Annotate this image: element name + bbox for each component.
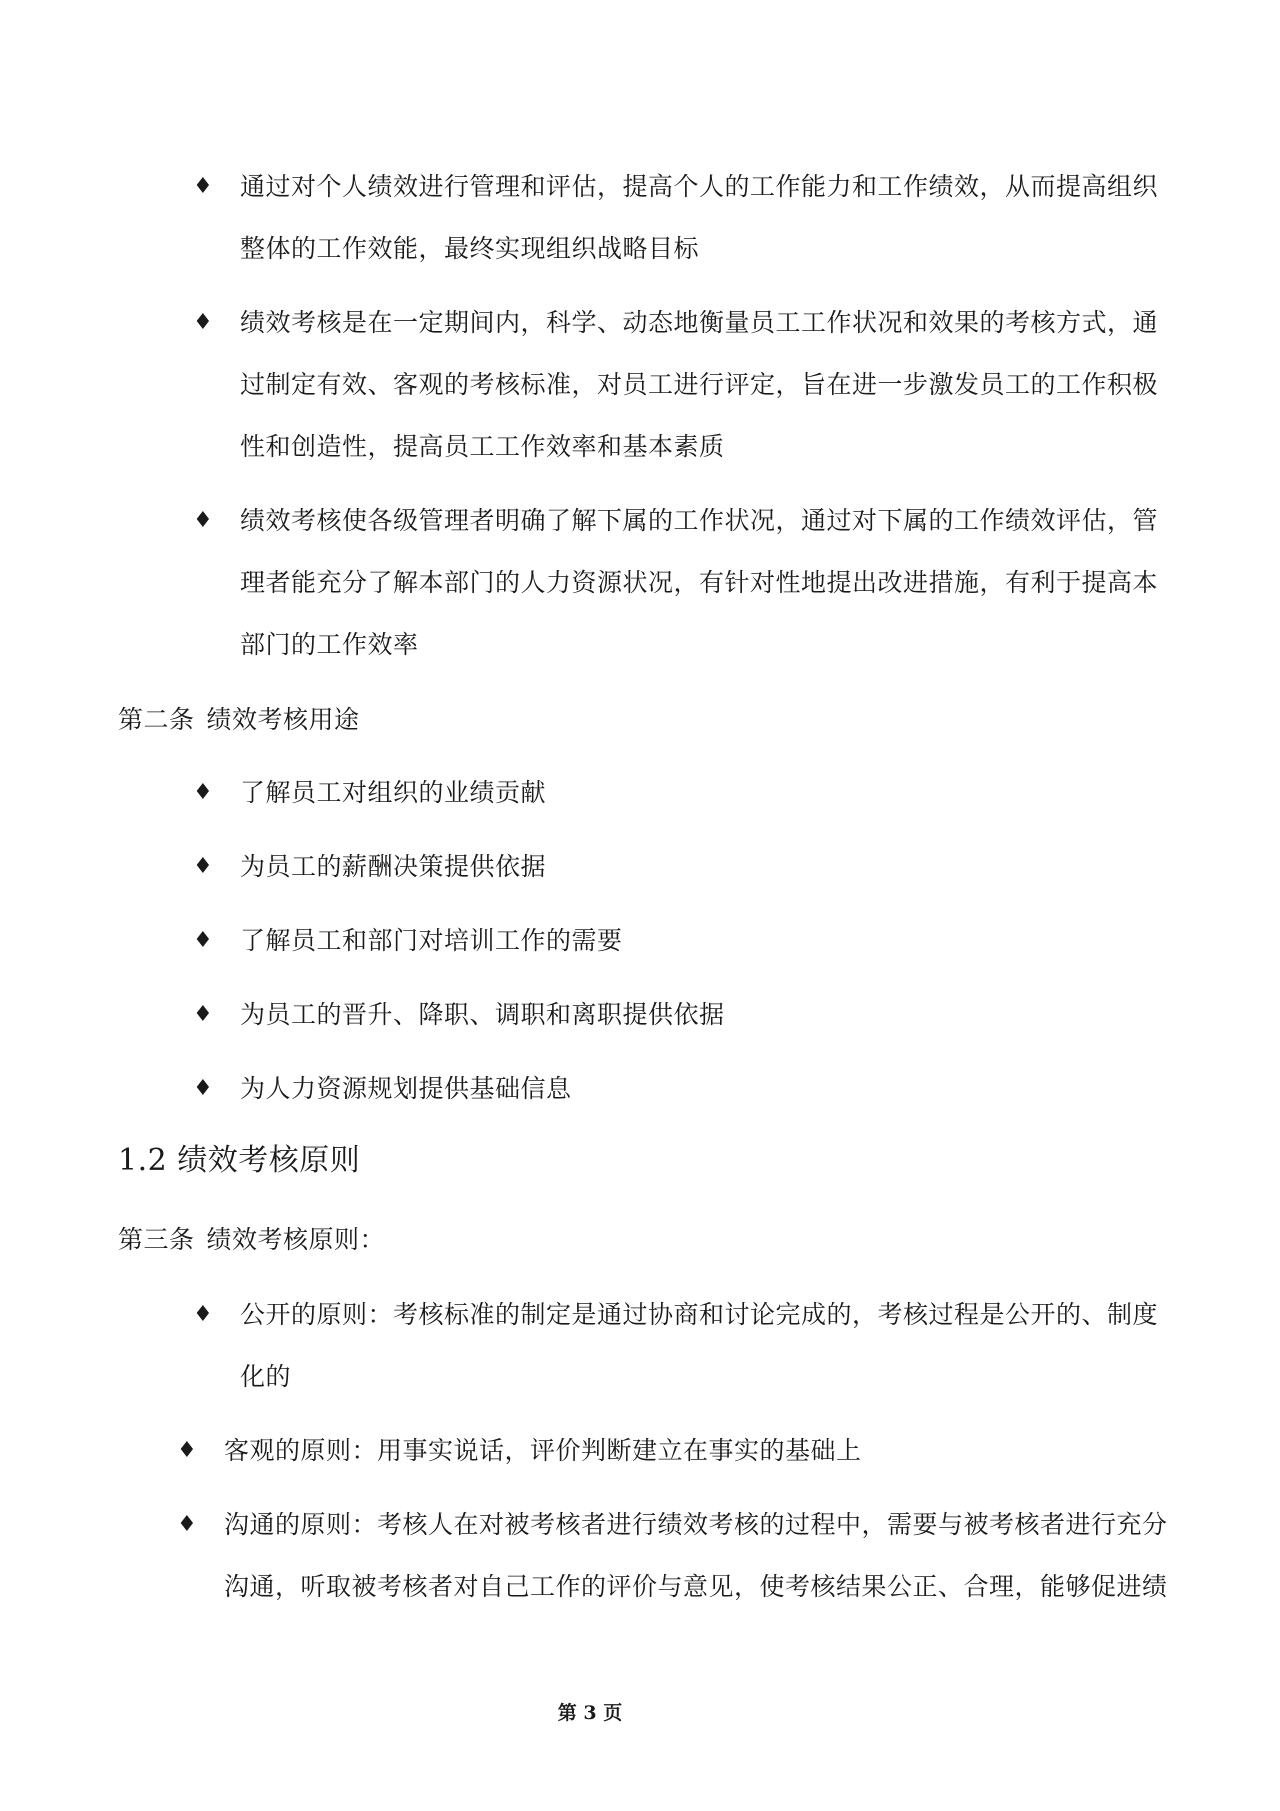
purpose-bullet-2: 绩效考核是在一定期间内，科学、动态地衡量员工工作状况和效果的考核方式，通过制定有效、客观的考核标准，对员工进行评定，旨在进一步激发员工的工作积极性和创造性，提高员工工作效率和基本素质 <box>240 308 1159 461</box>
usage-bullet-3: 了解员工和部门对培训工作的需要 <box>240 926 623 955</box>
principle-bullet-3: 沟通的原则：考核人在对被考核者进行绩效考核的过程中，需要与被考核者进行充分沟通，听取被考核者对自己工作的评价与意见，使考核结果公正、合理，能够促进绩 <box>224 1510 1168 1601</box>
article-2-heading <box>118 700 360 740</box>
bullet-diamond-icon: ♦ <box>193 508 213 533</box>
bullet-diamond-icon: ♦ <box>177 1438 197 1463</box>
bullet-diamond-icon: ♦ <box>193 174 213 199</box>
article-3-title: 绩效考核原则： <box>206 1225 386 1254</box>
section-heading-1-2: 1.2 绩效考核原则 <box>118 1143 361 1178</box>
bullet-diamond-icon: ♦ <box>193 780 213 805</box>
bullet-diamond-icon: ♦ <box>193 1002 213 1027</box>
bullet-diamond-icon: ♦ <box>193 854 213 879</box>
usage-bullet-5: 为人力资源规划提供基础信息 <box>240 1074 572 1103</box>
page-number-footer: 第 3 页 <box>557 1702 623 1724</box>
purpose-bullet-1: 通过对个人绩效进行管理和评估，提高个人的工作能力和工作绩效，从而提高组织整体的工作效能，最终实现组织战略目标 <box>240 172 1159 263</box>
article-3-label: 第三条 <box>118 1225 195 1254</box>
usage-bullet-1: 了解员工对组织的业绩贡献 <box>240 778 547 807</box>
bullet-diamond-icon: ♦ <box>193 310 213 335</box>
principle-bullet-1: 公开的原则：考核标准的制定是通过协商和讨论完成的，考核过程是公开的、制度化的 <box>240 1300 1159 1391</box>
bullet-diamond-icon: ♦ <box>193 928 213 953</box>
purpose-bullet-3: 绩效考核使各级管理者明确了解下属的工作状况，通过对下属的工作绩效评估，管理者能充分了解本部门的人力资源状况，有针对性地提出改进措施，有利于提高本部门的工作效率 <box>240 506 1159 659</box>
article-3-heading <box>118 1220 385 1260</box>
principle-bullet-2: 客观的原则：用事实说话，评价判断建立在事实的基础上 <box>224 1436 862 1465</box>
bullet-diamond-icon: ♦ <box>193 1302 213 1327</box>
usage-bullet-2: 为员工的薪酬决策提供依据 <box>240 852 547 881</box>
usage-bullet-4: 为员工的晋升、降职、调职和离职提供依据 <box>240 1000 725 1029</box>
bullet-diamond-icon: ♦ <box>193 1076 213 1101</box>
article-2-title: 绩效考核用途 <box>206 705 360 734</box>
bullet-diamond-icon: ♦ <box>177 1512 197 1537</box>
article-2-label: 第二条 <box>118 705 195 734</box>
